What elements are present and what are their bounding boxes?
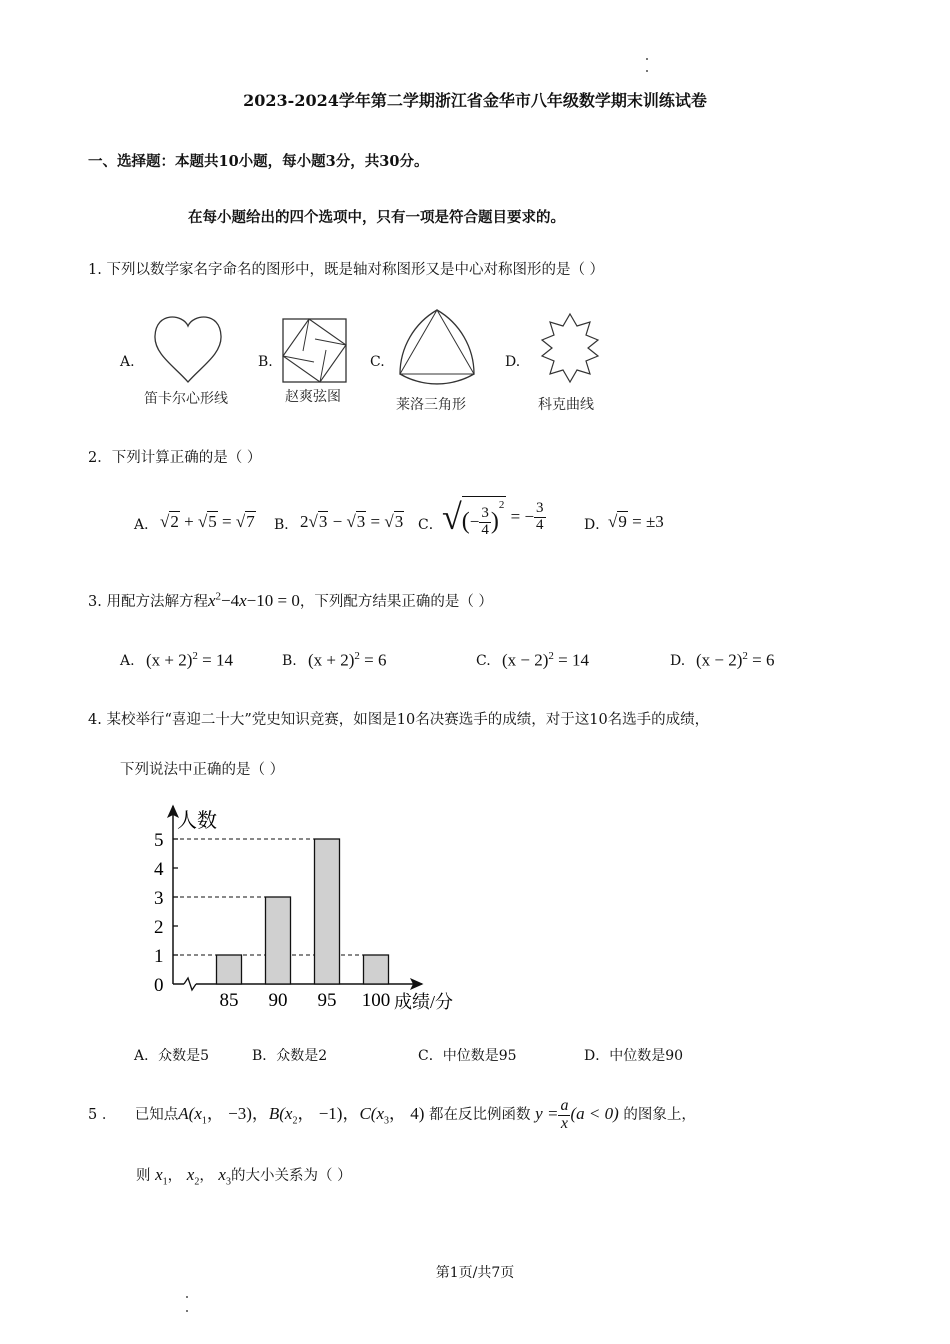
reuleaux-triangle-icon	[396, 306, 478, 386]
q2-option-d-letter: D．	[584, 517, 610, 533]
q3-option-b-expr: $(x + 2)^2 = 6$	[308, 650, 387, 670]
q2-option-b-letter: B．	[274, 517, 299, 533]
q4-option-a: A．众数是5	[134, 1048, 210, 1064]
section-heading: 一、选择题：本题共10小题，每小题3分，共30分。	[88, 153, 429, 170]
score-bar-chart	[140, 800, 480, 1015]
bar	[315, 839, 340, 984]
q3-option-a-expr: $(x + 2)^2 = 14$	[146, 650, 234, 670]
koch-snowflake-icon	[526, 308, 614, 388]
y-axis-label: 人数	[177, 810, 217, 832]
y-tick-label: 5	[154, 830, 164, 851]
q5-line2: 则 $x_1$， $x_2$， $x_3$的大小关系为（ ）	[136, 1165, 352, 1188]
q3-option-c-letter: C.	[476, 653, 491, 669]
scan-dot	[186, 1296, 188, 1298]
scan-dot	[186, 1310, 188, 1312]
q1-option-c-letter: C.	[370, 354, 385, 370]
heart-curve-icon	[150, 312, 226, 384]
q3-option-b-letter: B.	[282, 653, 297, 669]
q1-option-a-caption: 笛卡尔心形线	[144, 391, 228, 407]
q1-stem: 1. 下列以数学家名字命名的图形中，既是轴对称图形又是中心对称图形的是（ ）	[88, 262, 605, 278]
y-tick-label: 2	[154, 917, 164, 938]
q2-stem: 2．下列计算正确的是（ ）	[88, 450, 262, 466]
bar	[217, 955, 242, 984]
q4-stem-line1: 4. 某校举行“喜迎二十大”党史知识竞赛，如图是10名决赛选手的成绩，对于这10名选手的成绩，	[88, 712, 710, 728]
q3-option-c-expr: $(x - 2)^2 = 14$	[502, 650, 590, 670]
section-instruction: 在每小题给出的四个选项中，只有一项是符合题目要求的。	[188, 209, 565, 226]
q3-option-d-expr: $(x - 2)^2 = 6$	[696, 650, 775, 670]
q2-option-b-expr: 2√3 − √3 = √3	[300, 512, 404, 531]
x-axis-label: 成绩/分	[394, 992, 454, 1012]
q1-option-a-letter: A.	[120, 354, 135, 370]
y-tick-label: 1	[154, 946, 164, 967]
x-tick-label: 100	[361, 990, 391, 1011]
y-tick-label: 0	[154, 975, 164, 996]
bar	[266, 897, 291, 984]
y-tick-label: 4	[154, 859, 164, 880]
q3-option-d-letter: D.	[670, 653, 686, 669]
axis-break-icon	[184, 978, 196, 990]
q4-stem-line2: 下列说法中正确的是（ ）	[120, 762, 285, 778]
q2-option-d-expr: √9 = ±3	[608, 512, 664, 531]
scan-dot	[646, 70, 648, 72]
zhao-shuang-diagram-icon	[282, 318, 348, 384]
q4-option-b: B．众数是2	[252, 1048, 328, 1064]
q3-stem: 3. 用配方法解方程$x^2-4x-10 = 0$，下列配方结果正确的是（ ）	[88, 590, 493, 610]
q5-line1: 5 ． 已知点$A(x_1$， −3)，$B(x_2$， −1)，$C(x_3$， 4) 都在反比例函数 y = $\frac{a}{x}$ (a < 0) 的图象上，	[88, 1097, 696, 1132]
x-tick-label: 95	[317, 990, 337, 1011]
scan-dot	[646, 58, 648, 60]
x-tick-label: 90	[268, 990, 288, 1011]
q4-option-d: D．中位数是90	[584, 1048, 684, 1064]
q1-option-c-caption: 莱洛三角形	[396, 397, 466, 413]
q2-option-a-expr: √2 + √5 = √7	[160, 512, 255, 531]
q1-option-d-caption: 科克曲线	[538, 397, 594, 413]
q2-option-c-expr: √(− $\frac{3}{4}$ )$^2$ = − $\frac{3}{4}$	[442, 497, 544, 538]
q3-option-a-letter: A.	[120, 653, 135, 669]
page-title: 2023-2024学年第二学期浙江省金华市八年级数学期末训练试卷	[243, 91, 707, 110]
q1-option-b-letter: B.	[258, 354, 273, 370]
page-footer: 第1页/共7页	[435, 1265, 515, 1281]
q2-option-c-letter: C．	[418, 517, 443, 533]
q2-option-a-letter: A．	[134, 517, 159, 533]
x-tick-label: 85	[219, 990, 239, 1011]
bar	[364, 955, 389, 984]
q1-option-b-caption: 赵爽弦图	[285, 389, 341, 405]
q1-option-d-letter: D.	[505, 354, 521, 370]
q4-option-c: C．中位数是95	[418, 1048, 517, 1064]
y-tick-label: 3	[154, 888, 164, 909]
